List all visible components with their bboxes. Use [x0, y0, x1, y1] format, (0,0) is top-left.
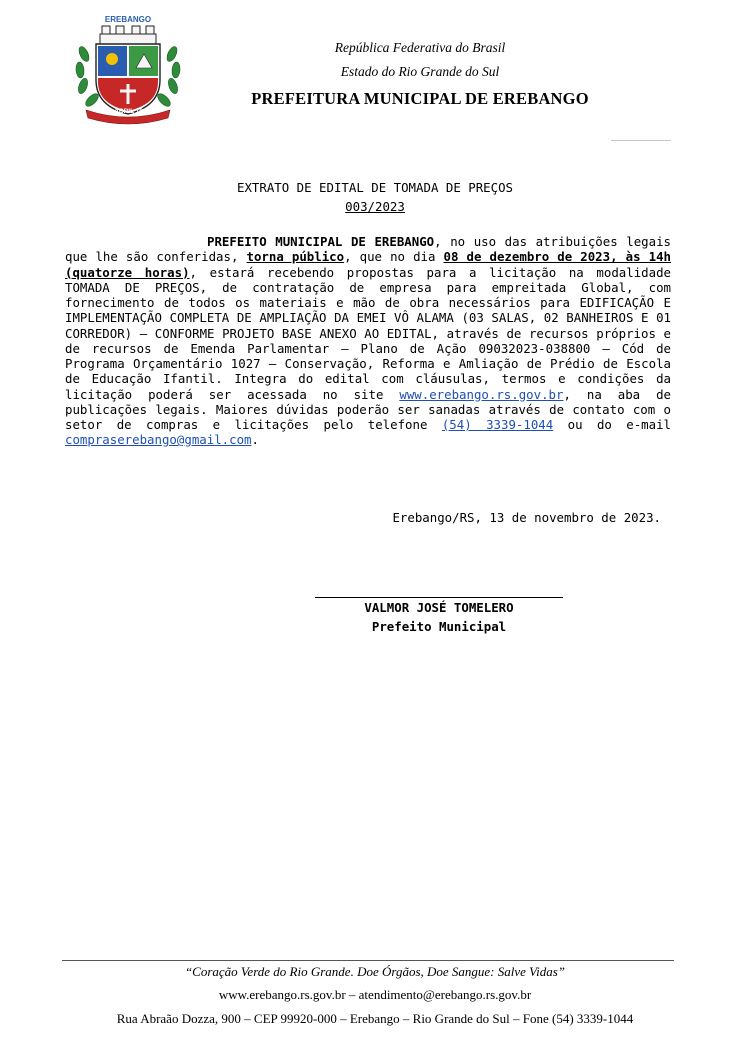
header-state: Estado do Rio Grande do Sul	[340, 64, 500, 79]
website-link[interactable]: www.erebango.rs.gov.br	[399, 386, 564, 402]
footer-contacts: www.erebango.rs.gov.br – atendimento@erebango.rs.gov.br	[218, 987, 532, 1002]
crest-ribbon-text: 11 ABRIL 1988	[105, 108, 151, 115]
edital-body	[65, 234, 671, 448]
footer-slogan: “Coração Verde do Rio Grande. Doe Órgãos, Doe Sangue: Salve Vidas”	[184, 964, 566, 979]
body-text-2: , que no dia	[344, 249, 444, 265]
body-text-1: , no uso das atribuições legais que lhe são conferidas,	[65, 234, 671, 265]
header-divider	[611, 140, 671, 141]
body-text-5: ou do e-mail	[553, 417, 672, 432]
body-text-3: , estará recebendo propostas para a licitação na modalidade TOMADA DE PREÇOS, de contratação de empresa para empreitada Global, com fornecimento de todos os materiais e mão de obra necessários para EDIFICAÇÃO E IMPLEMENTAÇÃO COMPLETA DE AMPLIAÇÃO DA EMEI VÔ ALAMA (03 SALAS, 02 BANHEIROS E 01 CORREDOR) – CONFORME PROJETO BASE ANEXO AO EDITAL, através de recursos próprios e de recursos de Emenda Parlamentar – Plano de Ação 09032023-038800 – Cód de Programa Orçamentário 1027 – Conservação, Reforma e Amliação de Prédio de Escola de Educação Ifantil. Integra do edital com cláusulas, termos e condições da licitação poderá ser acessada no site	[65, 264, 671, 402]
footer-address: Rua Abraão Dozza, 900 – CEP 99920-000 – Erebango – Rio Grande do Sul – Fone (54) 3339-1044	[116, 1011, 634, 1026]
document-number: 003/2023	[345, 199, 405, 214]
signatory-role: Prefeito Municipal	[371, 619, 507, 634]
mayor-title: PREFEITO MUNICIPAL DE EREBANGO	[207, 234, 435, 249]
body-text-6: .	[251, 432, 259, 448]
crest-text: EREBANGO	[104, 15, 152, 24]
document-title: EXTRATO DE EDITAL DE TOMADA DE PREÇOS	[236, 180, 513, 195]
signature-line	[315, 597, 563, 598]
header-republic: República Federativa do Brasil	[334, 40, 506, 55]
email-link[interactable]: compraserebango@gmail.com	[65, 432, 252, 448]
opening-date: 08 de dezembro de 2023, às 14h (quatorze horas)	[65, 249, 672, 280]
phone-link[interactable]: (54) 3339-1044	[441, 417, 554, 432]
header-prefecture: PREFEITURA MUNICIPAL DE EREBANGO	[251, 89, 589, 108]
footer-divider	[62, 960, 674, 961]
signatory-name: VALMOR JOSÉ TOMELERO	[364, 600, 514, 615]
place-date: Erebango/RS, 13 de novembro de 2023.	[392, 510, 661, 525]
body-text-4: , na aba de publicações legais. Maiores dúvidas poderão ser sanadas através de contato com o setor de compras e licitações pelo telefone	[65, 386, 671, 432]
torna-publico: torna público	[246, 249, 345, 265]
tower-icon	[100, 26, 156, 44]
